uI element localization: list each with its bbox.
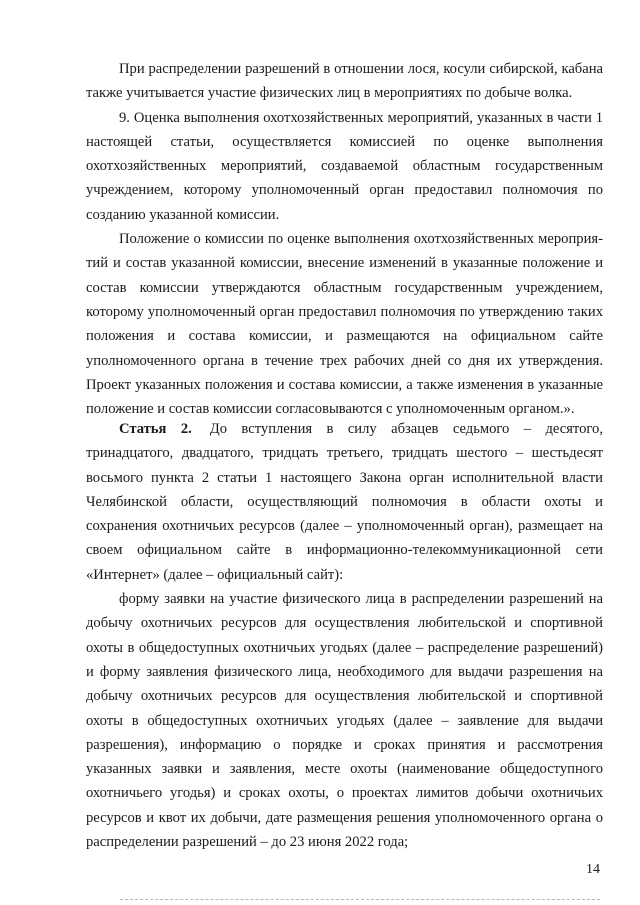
article-2-label: Статья 2.: [119, 421, 192, 437]
paragraph-application-form: форму заявки на участие физического лица в распределении разрешений на добычу охотничьих ресурсов для осуществления любительской и спортивной охоты в общедоступных охотничьих угодьях (далее – распределение разрешений) и форму заявления физического лица, необходимого для выдачи разрешения на добычу охотничьих ресурсов для осуществления любительской и спортивной охоты в общедоступных охотничьих угодьях (далее – заявление для выдачи разрешения), информацию о порядке и сроках принятия и рассмотрения указанных заявки и заявления, месте охоты (наименование общедоступного охотничьего угодья) и сроках охоты, о проектах лимитов добычи охотничьих ресурсов и квот их добычи, дате размещения решения уполномоченного органа о распределении разрешений – до 23 июня 2022 года;: [86, 591, 603, 851]
paragraph-elk-roe-boar: При распределении разрешений в отношении лося, косули сибирской, кабана также учитывается участие физических лиц в мероприятиях по добыче волка.: [86, 61, 603, 102]
paragraph-item-9-assessment: 9. Оценка выполнения охотхозяйственных мероприятий, указанных в части 1 настоящей статьи, осуществляется комиссией по оценке выполнения охотхозяйственных мероприятий, создаваемой областным государственным учреждением, которому уполномоченный орган предоставил полномочия по созданию указанной комиссии.: [86, 109, 603, 223]
paragraph-commission-regulation: Положение о комиссии по оценке выполнения охотхозяйственных мероприятий и состав указанной комиссии, внесение изменений в указанные положение и состав комиссии утверждаются областным государственным учреждением, которому уполномоченный орган предоставил полномочия по утверждению таких положения и состава комиссии, и размещаются на официальном сайте уполномоченного органа в течение трех рабочих дней со дня их утверждения. Проект указанных положения и состава комиссии, а также изменения в указанные положение и состав комиссии согласовываются с уполномоченным органом.».: [86, 231, 603, 418]
law-text-continuation: [86, 57, 603, 421]
scan-edge-line: [120, 899, 600, 900]
article-2-intro-paragraph: [86, 417, 603, 587]
article-2-section: [86, 417, 603, 854]
article-2-intro-text: До вступления в силу абзацев седьмого – десятого, тринадцатого, двадцатого, тридцать третьего, тридцать шестого – шестьдесят восьмого пункта 2 статьи 1 настоящего Закона орган исполнительной власти Челябинской области, осуществляющий полномочия в области охоты и сохранения охотничьих ресурсов (далее – уполномоченный орган), размещает на своем официальном сайте в информационно-телекоммуникационной сети «Интернет» (далее – официальный сайт):: [86, 421, 603, 583]
page-number: 14: [586, 862, 600, 877]
